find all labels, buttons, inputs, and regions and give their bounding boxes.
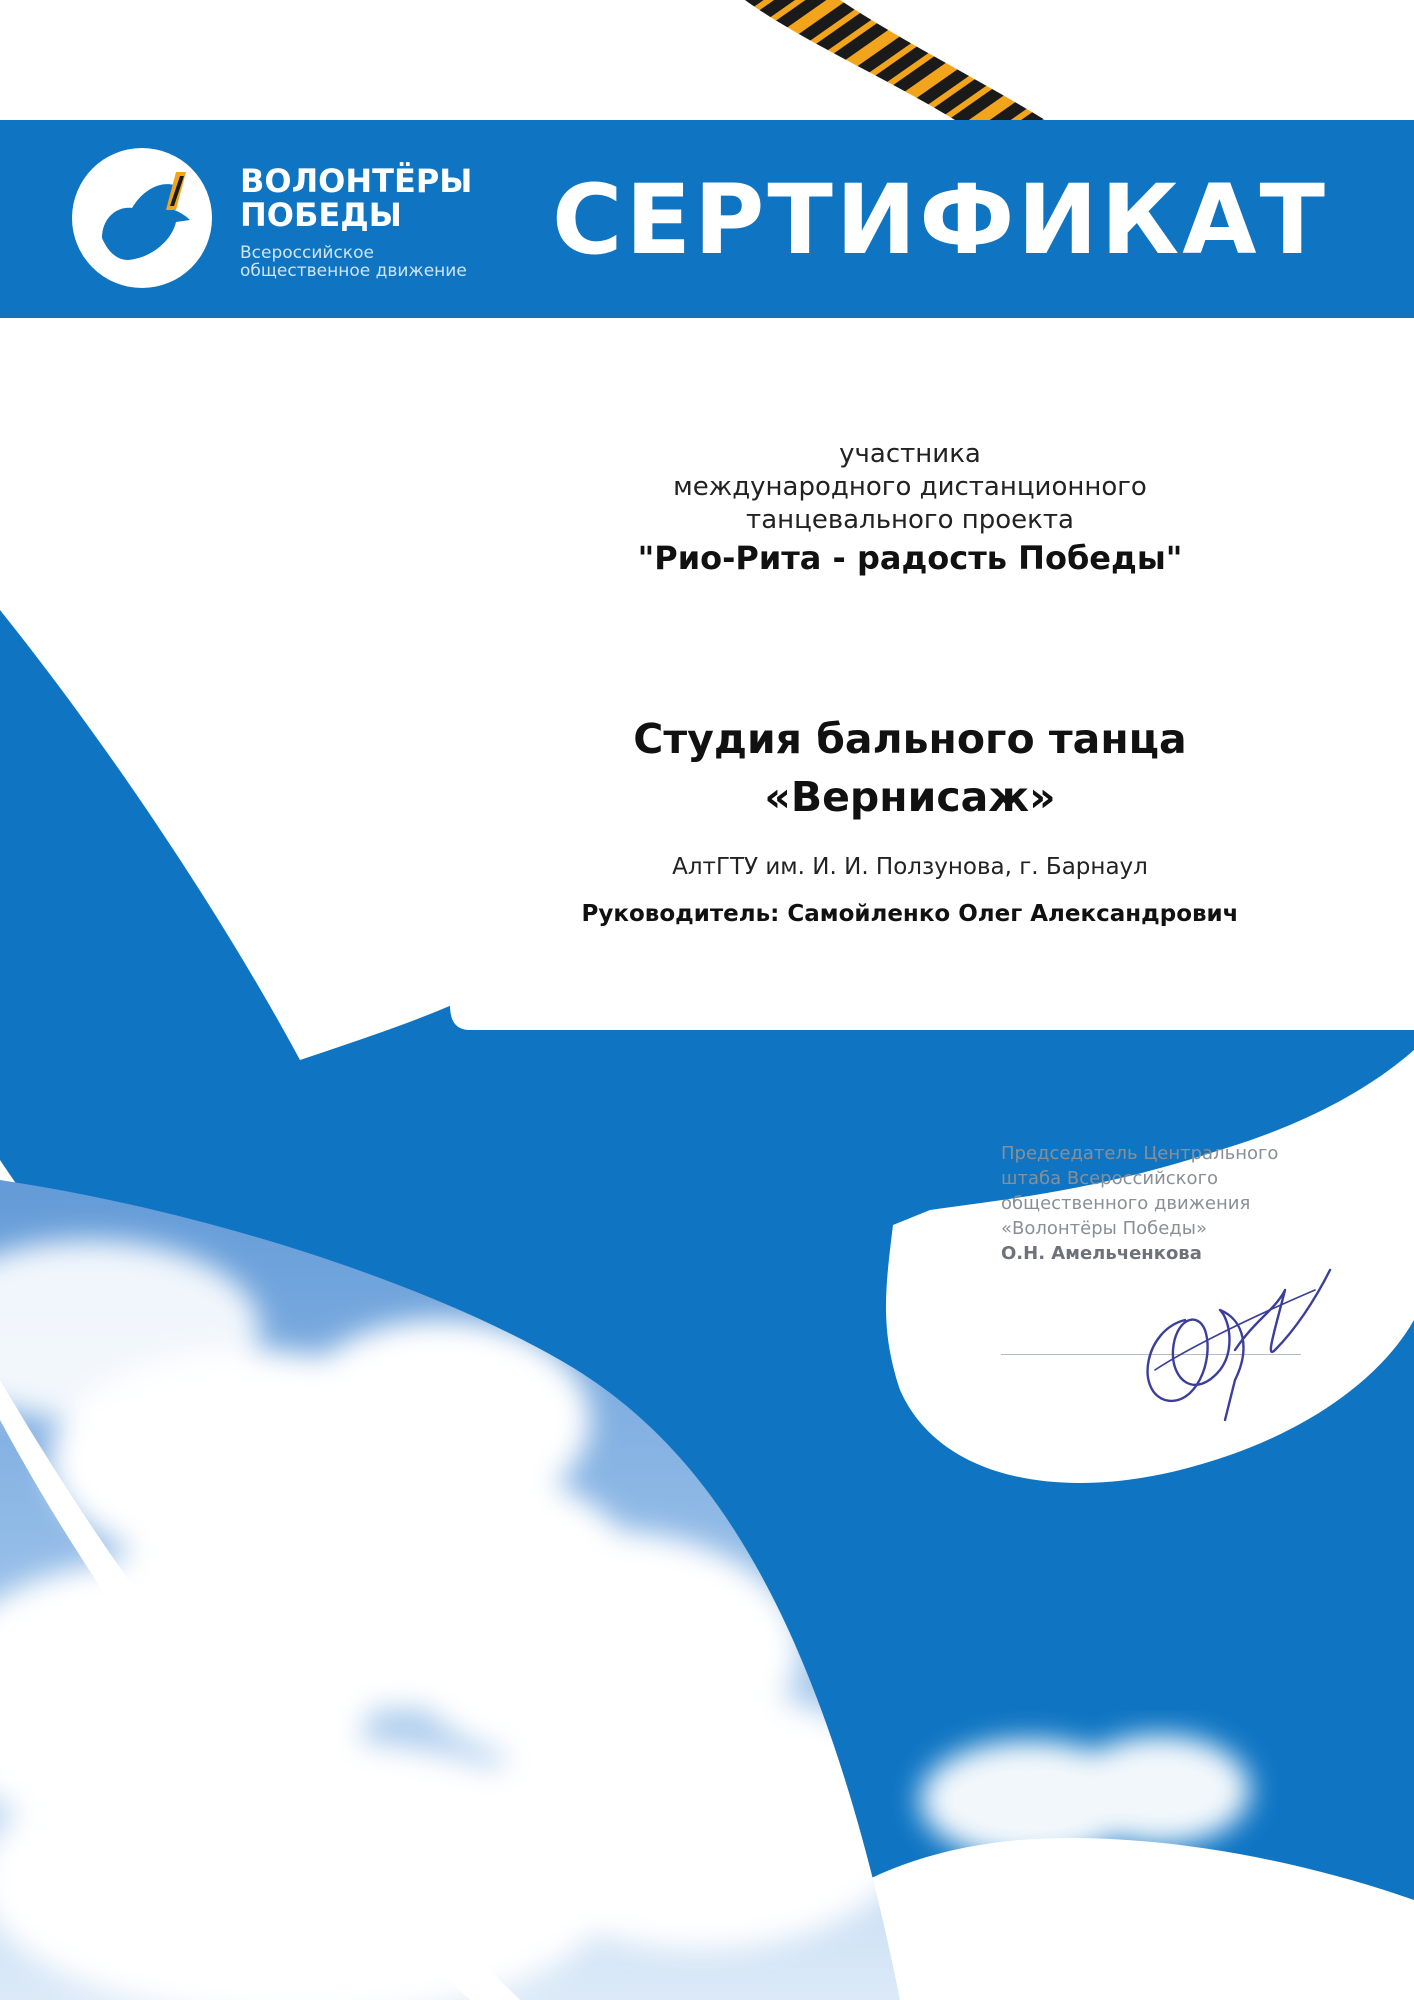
logo-subtitle-line1: Всероссийское — [240, 243, 374, 263]
signatory-block — [1001, 1141, 1341, 1266]
intro-line3: танцевального проекта — [746, 505, 1074, 535]
signatory-line2: штаба Всероссийского — [1001, 1168, 1219, 1189]
intro-line1: участника — [839, 439, 981, 469]
recipient-intro — [450, 438, 1370, 537]
logo-title-line2: ПОБЕДЫ — [240, 196, 402, 234]
logo-emblem — [72, 148, 212, 288]
signatory-name: О.Н. Амельченкова — [1001, 1243, 1202, 1264]
signature-icon — [1125, 1250, 1335, 1430]
certificate-title: СЕРТИФИКАТ — [552, 164, 1329, 276]
recipient-name-line1: Студия бального танца — [633, 715, 1187, 763]
logo-title — [240, 164, 500, 232]
logo-title-line1: ВОЛОНТЁРЫ — [240, 162, 473, 200]
signatory-line3: общественного движения — [1001, 1193, 1251, 1214]
recipient-name — [450, 710, 1370, 826]
project-name: "Рио-Рита - радость Победы" — [637, 539, 1183, 577]
logo-subtitle — [240, 244, 520, 280]
logo-subtitle-line2: общественное движение — [240, 261, 467, 281]
signatory-line1: Председатель Центрального — [1001, 1143, 1279, 1164]
dove-logo-icon — [72, 148, 212, 288]
recipient-head: Руководитель: Самойленко Олег Александрович — [581, 901, 1239, 927]
recipient-name-line2: «Вернисаж» — [764, 773, 1056, 821]
recipient-institution: АлтГТУ им. И. И. Ползунова, г. Барнаул — [672, 854, 1148, 880]
intro-line2: международного дистанционного — [673, 472, 1147, 502]
signatory-line4: «Волонтёры Победы» — [1001, 1218, 1207, 1239]
